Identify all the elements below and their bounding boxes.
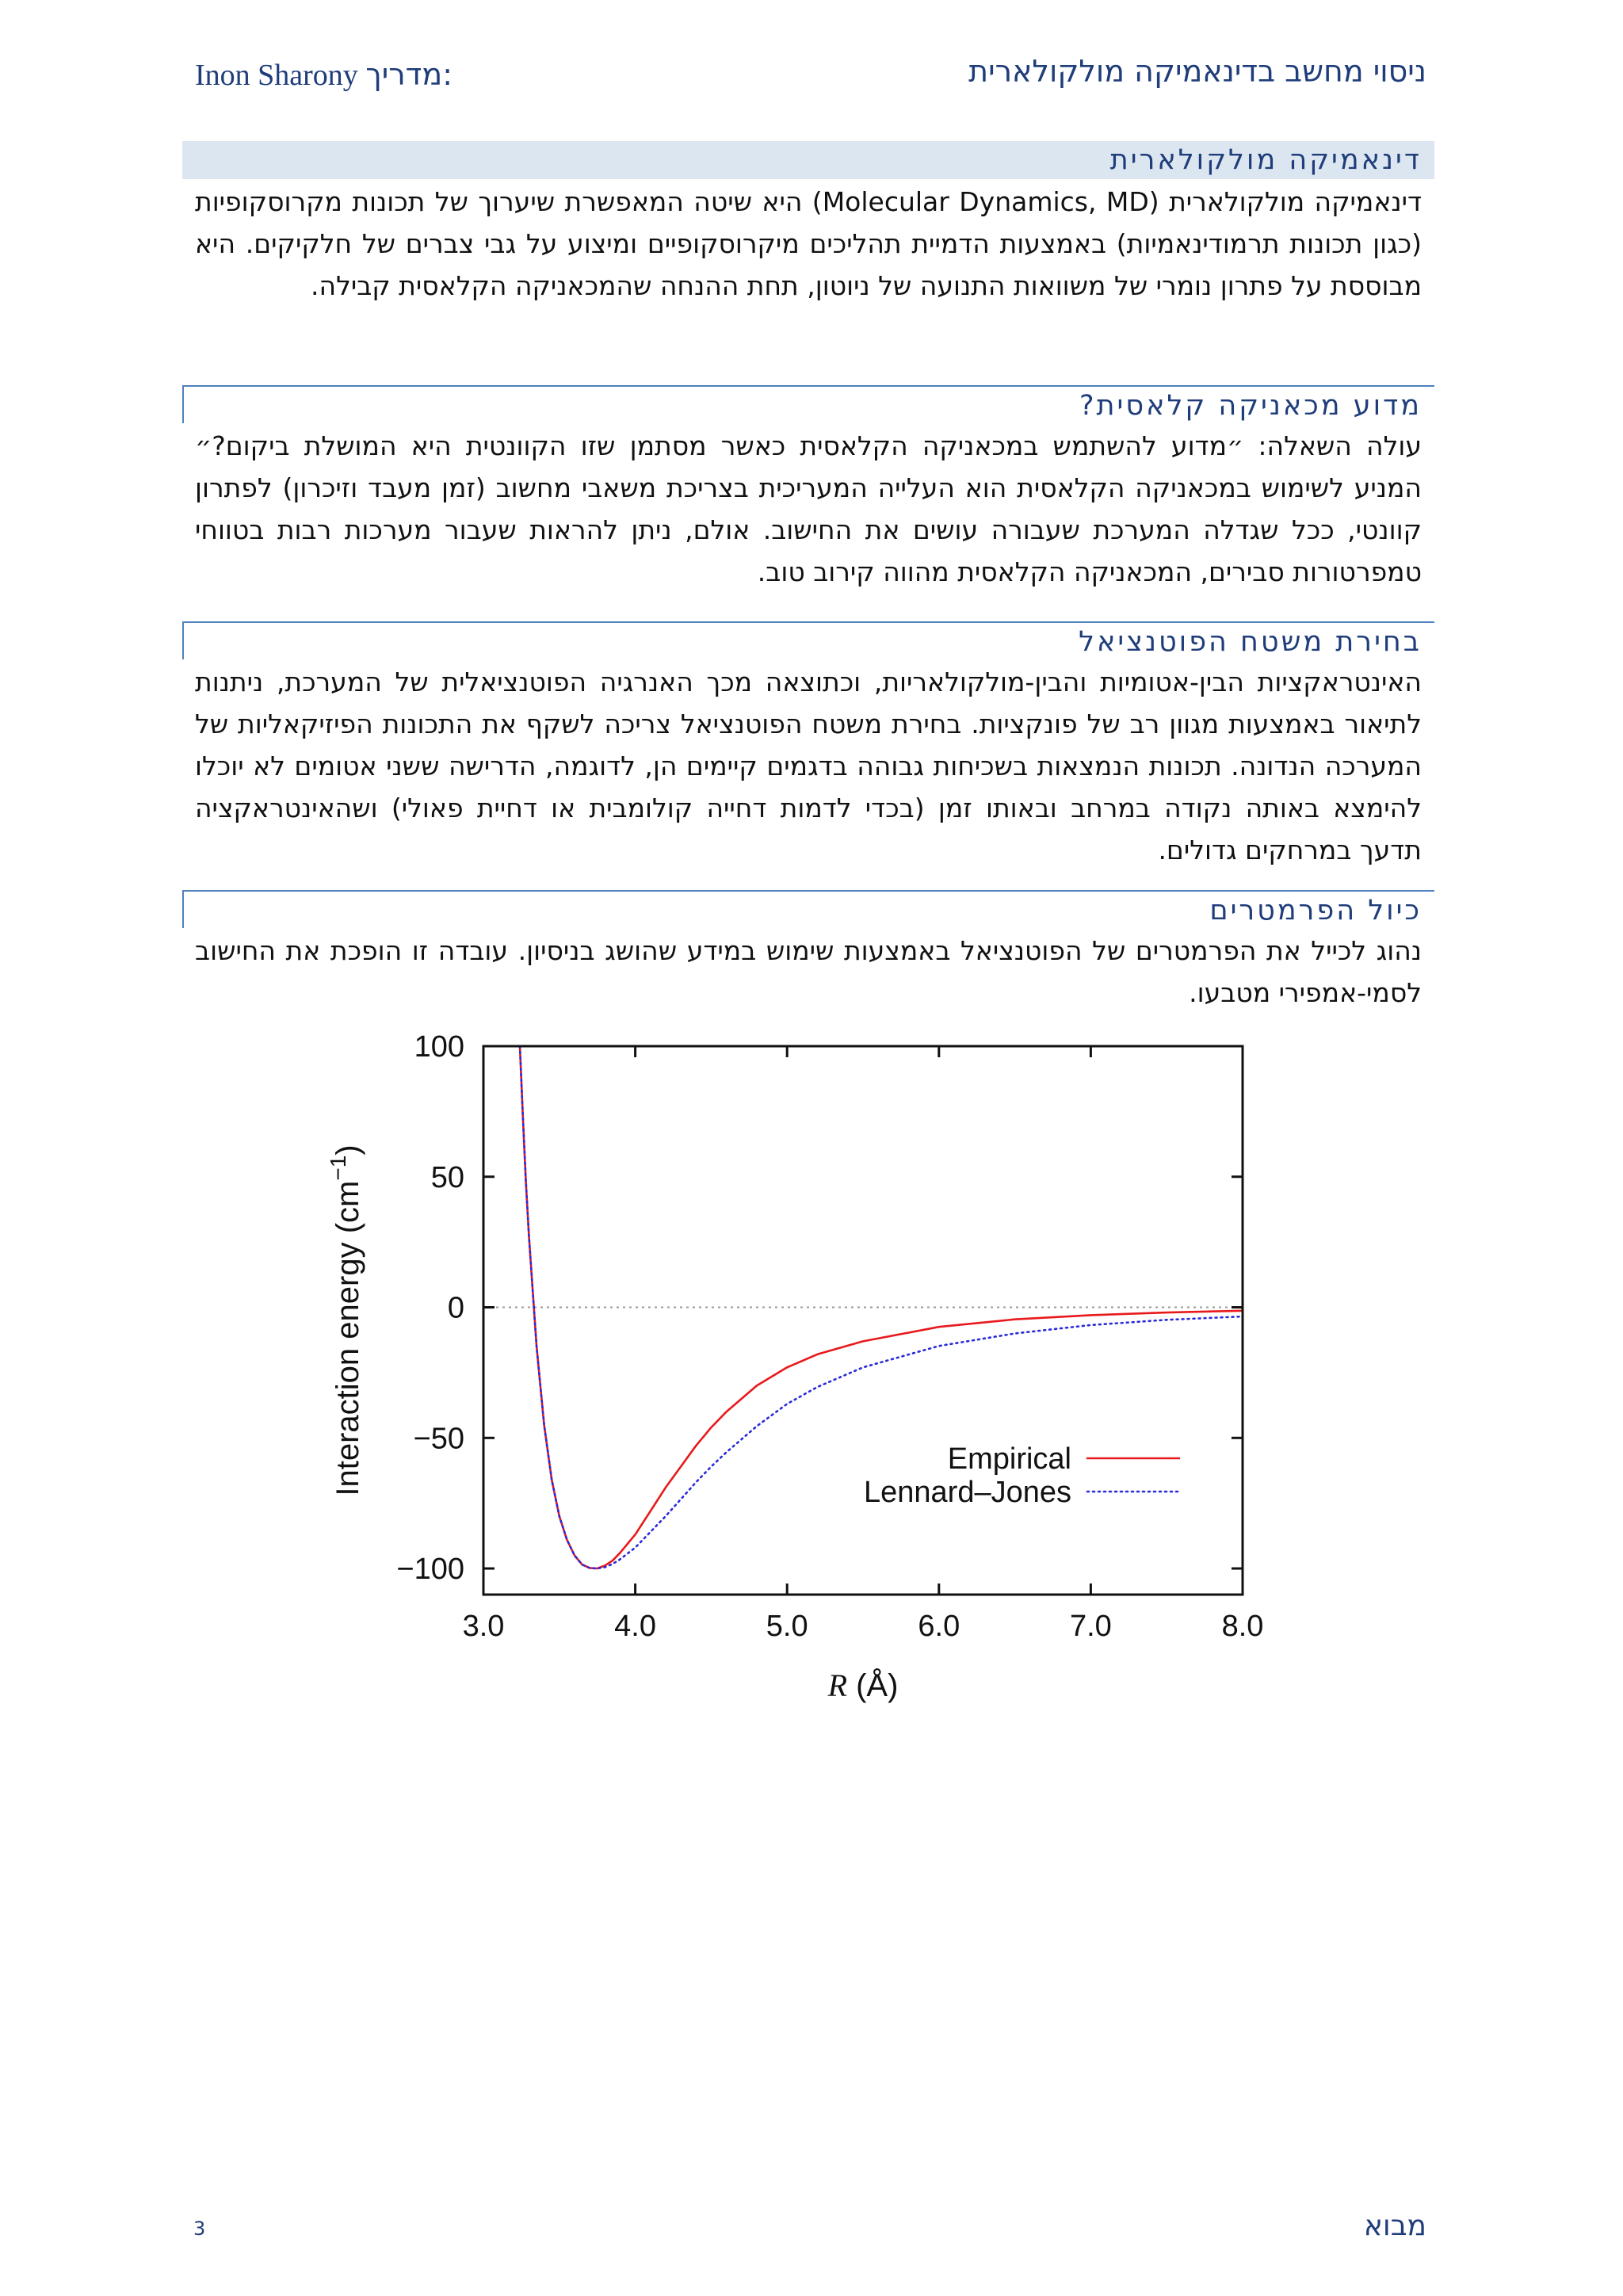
section-potential-surface	[182, 621, 1434, 871]
section-title: בחירת משטח הפוטנציאל	[182, 621, 1434, 659]
tutor-label: מדריך:	[365, 57, 453, 92]
section-title: מדוע מכאניקה קלאסית?	[182, 385, 1434, 423]
section-title: דינאמיקה מולקולארית	[182, 141, 1434, 179]
y-axis-label: Interaction energy $(cm^{-1})$	[326, 1144, 365, 1496]
page-number: 3	[193, 2218, 206, 2240]
section-paragraph: נהוג לכייל את הפרמטרים של הפוטנציאל באמצעות שימוש במידע שהושג בניסיון. עובדה זו הופכת את החישוב לסמי-אמפירי מטבעו.	[195, 935, 1422, 1008]
course-title: ניסוי מחשב בדינאמיקה מולקולארית	[968, 54, 1426, 89]
x-tick-label: 5.0	[766, 1610, 808, 1643]
x-tick-label: 3.0	[462, 1610, 505, 1643]
plot-frame	[483, 1046, 1243, 1595]
x-axis-label: R (Å)	[827, 1668, 899, 1703]
section-why-classical	[182, 385, 1434, 593]
x-tick-label: 8.0	[1221, 1610, 1264, 1643]
y-tick-label: −50	[413, 1422, 464, 1456]
legend-label-0: Empirical	[947, 1442, 1071, 1476]
x-tick-label: 6.0	[918, 1610, 960, 1643]
tutor-header	[195, 57, 453, 93]
section-paragraph: דינאמיקה מולקולארית (Molecular Dynamics, MD) היא שיטה המאפשרת שיערוך של תכונות מקרוסקופיות (כגון תכונות תרמודינאמיות) באמצעות הדמיית תהליכים מיקרוסקופיים ומיצוע על גבי צברים של חלקיקים. היא מבוססת על פתרון נומרי של משוואות התנועה של ניוטון, תחת ההנחה שהמכאניקה הקלאסית קבילה.	[195, 186, 1422, 301]
section-parameter-calibration	[182, 890, 1434, 1014]
chart-svg	[317, 1014, 1308, 1728]
section-paragraph: עולה השאלה: ״מדוע להשתמש במכאניקה הקלאסית כאשר מסתמן שזו הקוונטית היא המושלת ביקום?״ המניע לשימוש במכאניקה הקלאסית הוא העלייה המעריכית בצריכת משאבי מחשוב (זמן מעבד וזיכרון) לפתרון קוונטי, ככל שגדלה המערכת שעבורה עושים את החישוב. אולם, ניתן להראות שעבור מערכות רבות בטווחי טמפרטורות סבירים, המכאניקה הקלאסית מהווה קירוב טוב.	[195, 430, 1422, 587]
x-tick-label: 4.0	[614, 1610, 657, 1643]
chapter-name: מבוא	[1363, 2210, 1426, 2242]
y-tick-label: 50	[430, 1160, 464, 1194]
legend-label-1: Lennard–Jones	[864, 1476, 1071, 1509]
section-paragraph: האינטראקציות הבין-אטומיות והבין-מולקולאריות, וכתוצאה מכך האנרגיה הפוטנציאלית של המערכת, ניתנות לתיאור באמצעות מגוון רב של פונקציות. בחירת משטח הפוטנציאל צריכה לשקף את התכונות הפיזיקאליות של המערכה הנדונה. תכונות הנמצאות בשכיחות גבוהה בדגמים קיימים הן, לדוגמה, הדרישה ששני אטומים לא יוכלו להימצא באותה נקודה במרחב ובאותו זמן (בכדי לדמות דחייה קולומבית או דחיית פאולי) ושהאינטראקציה תדעך במרחקים גדולים.	[195, 667, 1422, 865]
tutor-name: Inon Sharony	[195, 59, 358, 92]
section-molecular-dynamics	[182, 141, 1434, 307]
potential-energy-chart	[317, 1014, 1308, 1728]
section-title: כיול הפרמטרים	[182, 890, 1434, 928]
y-tick-label: 0	[447, 1291, 464, 1325]
y-tick-label: 100	[414, 1030, 464, 1064]
y-tick-label: −100	[396, 1553, 464, 1587]
x-tick-label: 7.0	[1069, 1610, 1112, 1643]
